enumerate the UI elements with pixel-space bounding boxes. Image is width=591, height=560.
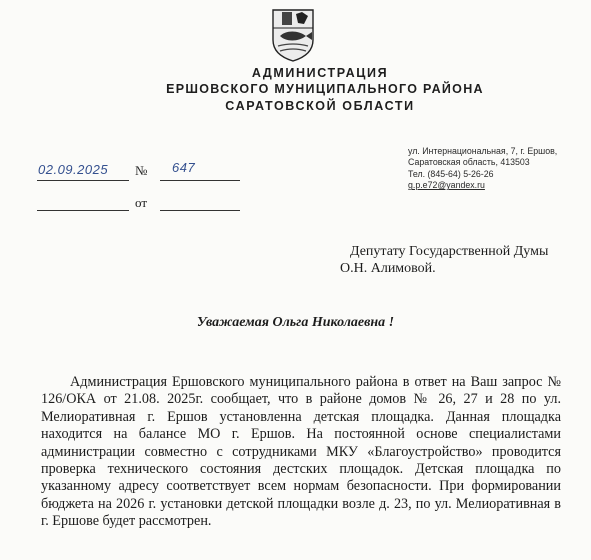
from-label: от [135, 195, 148, 210]
body-paragraph: Администрация Ершовского муниципального района в ответ на Ваш запрос № 126/ОКА от 21.08. 2025г. сообщает, что в районе домов № 26, 27 и 28 по ул. Мелиоративная г. Ершов установленна детская площадка. Данная площадка находится на балансе МО г. Ершов. На постоянной основе специалистами администрации совместно с сотрудниками МКУ «Благоустройство» проводится проверка технического состояния дестских площадок. Детская площадка по указанному адресу соответствует всем нормам безопасности. При формировании бюджета на 2026 г. установки детской площадки возле д. 23, по ул. Мелиоративная в г. Ершове будет рассмотрен. [41, 374, 561, 530]
address-region: Саратовская область, 413503 [408, 157, 530, 168]
org-name-line-3: САРАТОВСКОЙ ОБЛАСТИ [225, 99, 415, 113]
org-name-line-2: ЕРШОВСКОГО МУНИЦИПАЛЬНОГО РАЙОНА [166, 82, 484, 96]
ref-number-line [160, 196, 240, 211]
recipient-name: О.Н. Алимовой. [340, 261, 436, 276]
registration-number: 647 [172, 160, 196, 175]
salutation: Уважаемая Ольга Николаевна ! [196, 315, 395, 330]
sender-address-block [408, 146, 557, 192]
org-name-line-1: АДМИНИСТРАЦИЯ [251, 66, 389, 80]
coat-of-arms-emblem [268, 6, 318, 62]
recipient-title: Депутату Государственной Думы [350, 244, 549, 259]
registration-date: 02.09.2025 [38, 162, 109, 177]
recipient-block [350, 243, 548, 260]
address-email: g.p.e72@yandex.ru [408, 180, 485, 191]
address-phone: Тел. (845-64) 5-26-26 [408, 168, 494, 179]
letter-body [41, 374, 561, 531]
number-label: № [135, 163, 148, 178]
address-street: ул. Интернациональная, 7, г. Ершов, [408, 146, 558, 156]
ref-date-line [37, 196, 129, 211]
